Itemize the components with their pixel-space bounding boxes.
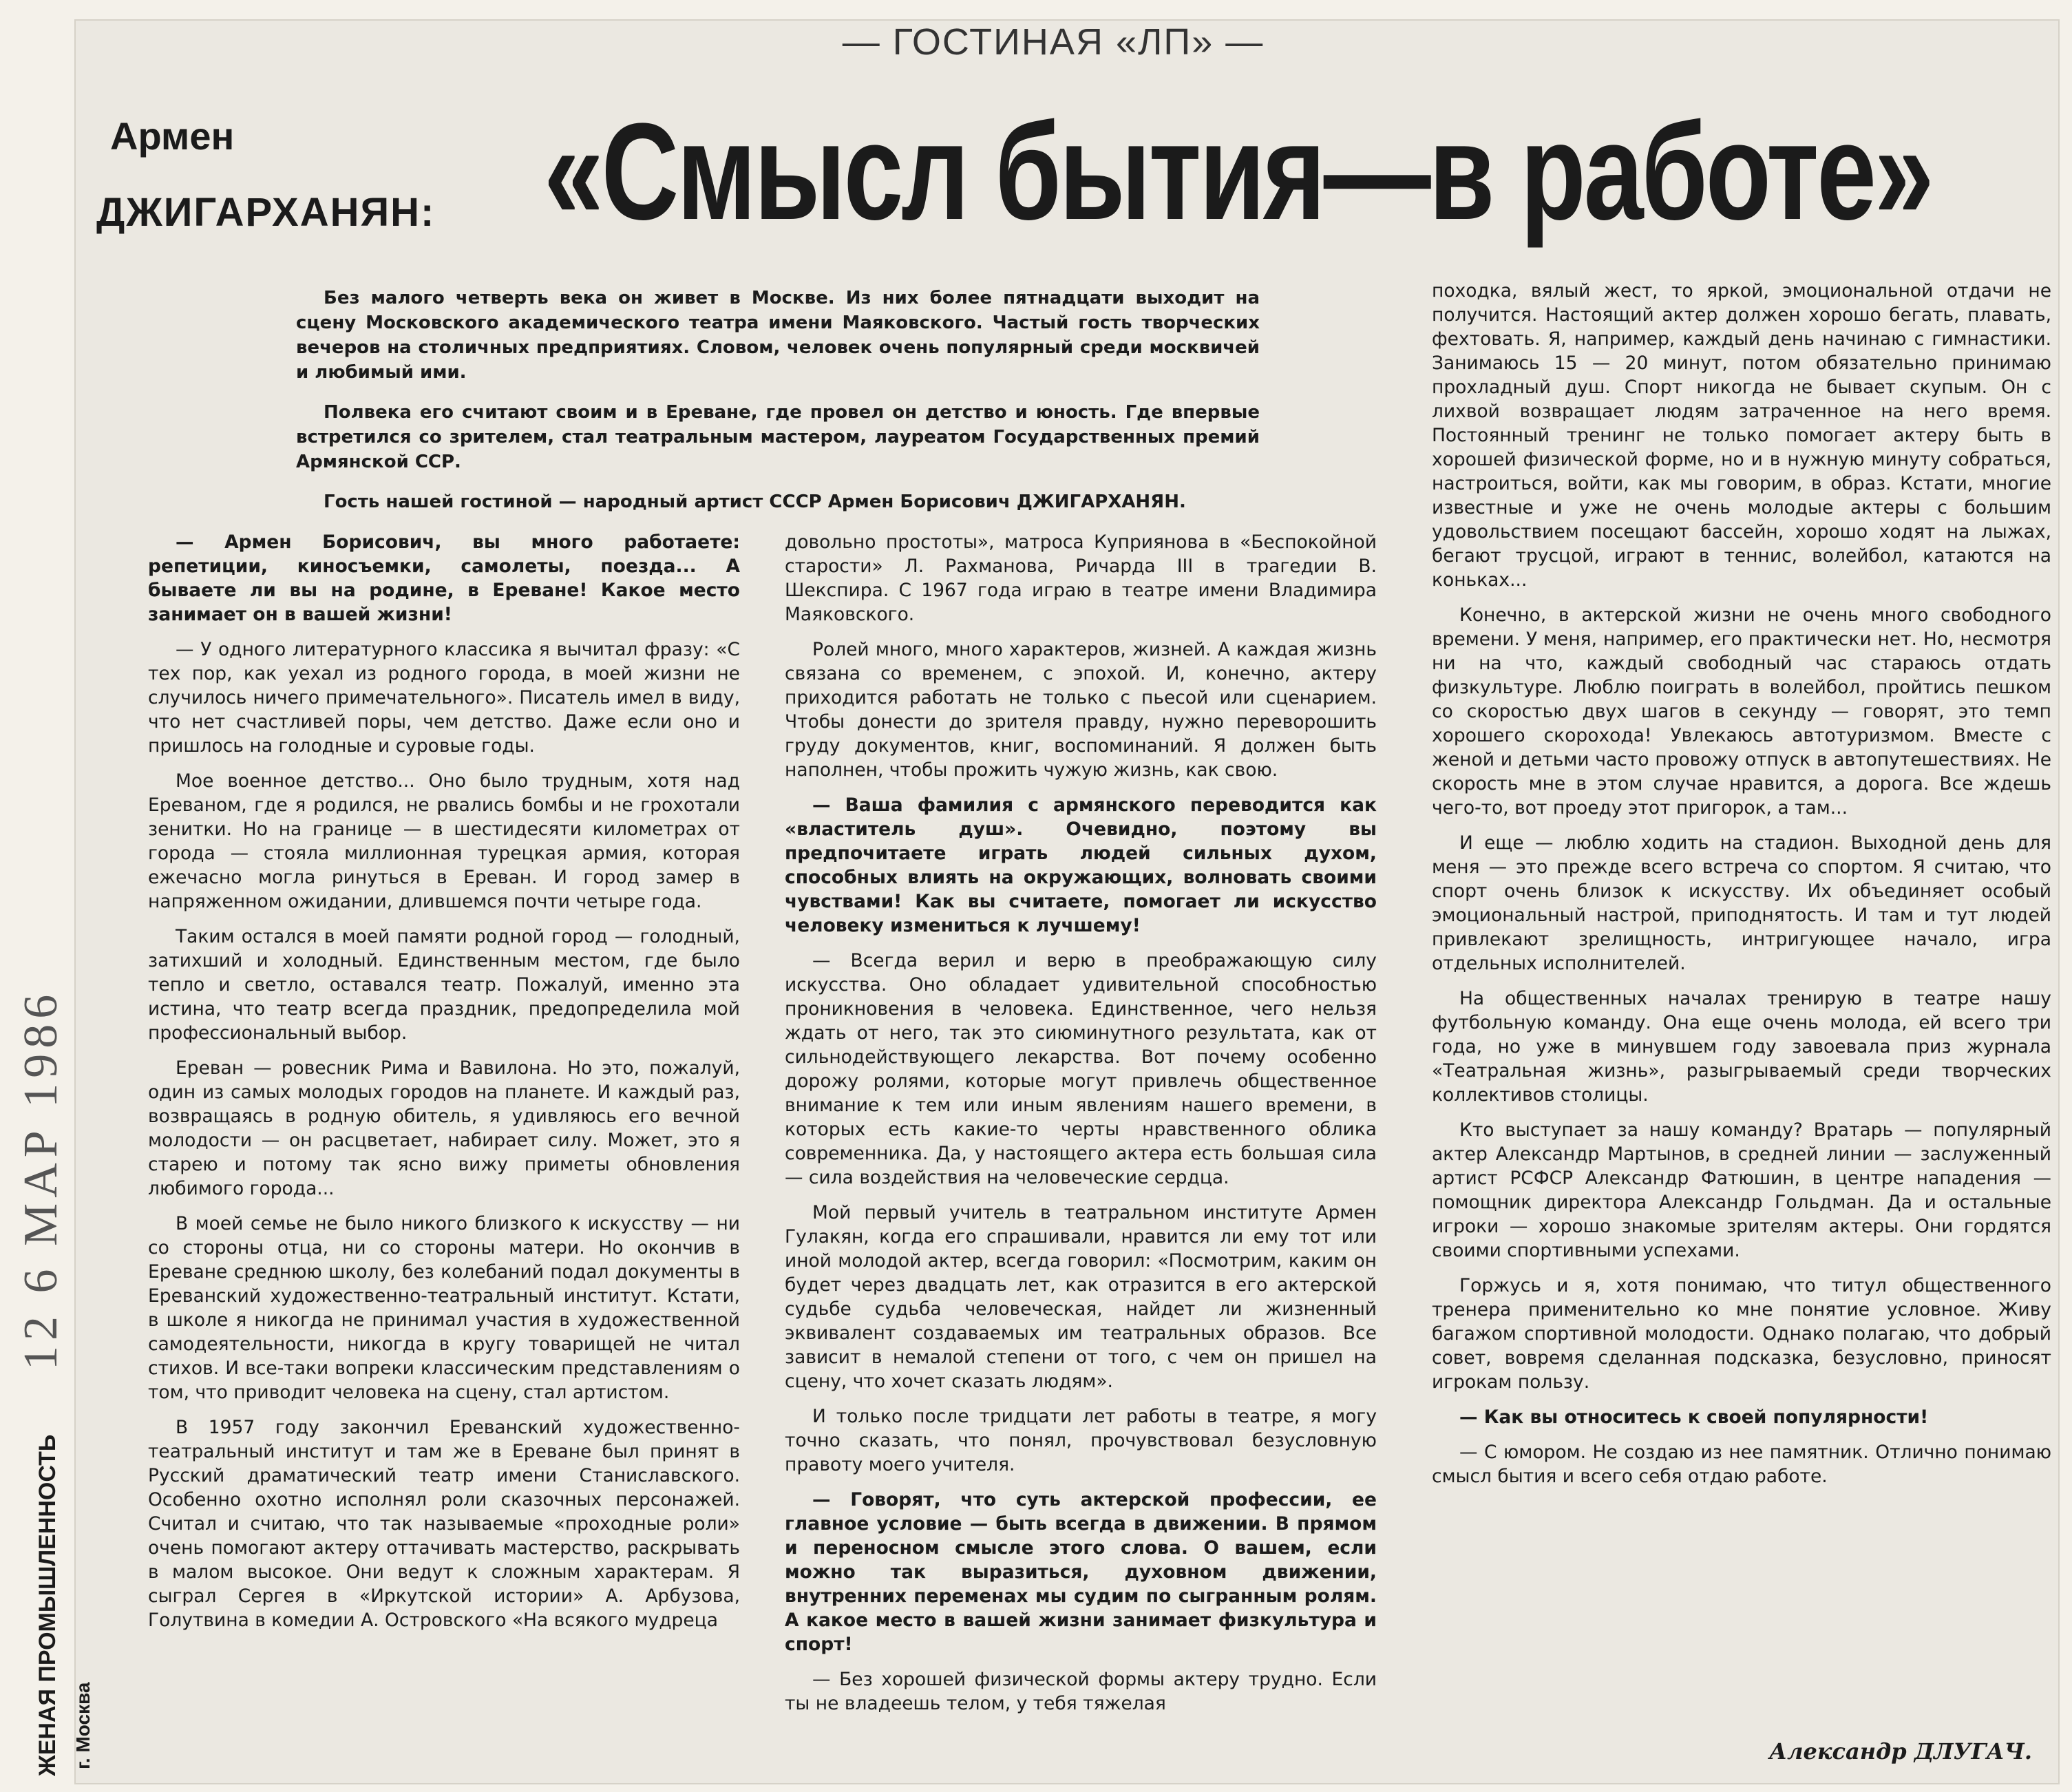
newspaper-city: г. Москва [72,1682,94,1769]
paragraph: В 1957 году закончил Ереванский художественно-театральный институт и там же в Ереване был принят в Русский драматический театр имени Станиславского. Особенно охотно исполнял роли сказочных персонажей. Считал и считаю, что так называемые «проходные роли» очень помогают актеру оттачивать мастерство, раскрывать в малом высокое. Они ведут к сложным характерам. Я сыграл Сергея в «Иркутской истории» А. Арбузова, Голутвина в комедии А. Островского «На всякого мудреца [148,1417,740,1631]
interviewee-last-name: ДЖИГАРХАНЯН: [96,190,436,235]
paragraph: И только после тридцати лет работы в театре, я могу точно сказать, что понял, прочувствовал безусловную правоту моего учителя. [785,1406,1377,1475]
paragraph: Мой первый учитель в театральном институте Армен Гулакян, когда его спрашивали, нравится ли ему тот или иной молодой актер, всегда говорил: «Посмотрим, каким он будет через двадцать лет, как отразится в его актерской судьбе судьба человеческая, найдет ли жизненный эквивалент создаваемых им театральных образов. Все зависит в немалой степени от того, с чем он пришел на сцену, что хочет сказать людям». [785,1202,1377,1392]
paragraph: Ереван — ровесник Рима и Вавилона. Но это, пожалуй, один из самых молодых городов на планете. И каждый раз, возвращаясь в родную обитель, я удивляюсь его вечной молодости — он расцветает, набирает силу. Может, это я старею и потому так ясно вижу приметы обновления любимого города... [148,1057,740,1199]
paragraph: — Без хорошей физической формы актеру трудно. Если ты не владеешь телом, у тебя тяжелая [785,1669,1377,1714]
interviewee-first-name: Армен [110,114,235,158]
lead-para: Полвека его считают своим и в Ереване, где провел он детство и юность. Где впервые встретился со зрителем, стал театральным мастером, лауреатом Государственных премий Армянской ССР. [296,402,1260,472]
paragraph: Таким остался в моей памяти родной город — голодный, затихший и холодный. Единственным местом, где было тепло и светло, оставался театр. Пожалуй, именно эта истина, что театр всегда праздник, предопределила мой профессиональный выбор. [148,926,740,1044]
paragraph: И еще — люблю ходить на стадион. Выходной день для меня — это прежде всего встреча со спортом. Я считаю, что спорт очень близок к искусству. Их объединяет особый эмоциональный настрой, приподнятость. И там и тут людей привлекают зрелищность, интригующее начало, игра отдельных исполнителей. [1432,832,2051,974]
paragraph: Мое военное детство... Оно было трудным, хотя над Ереваном, где я родился, не рвались бомбы и не грохотали зенитки. Но на границе — в шестидесяти километрах от города — стояла миллионная турецкая армия, которая ежечасно могла ринуться в Ереван. И город замер в напряженном ожидании, длившемся почти четыре года. [148,770,740,912]
article-column-3 [1432,279,2051,1780]
paragraph: — Всегда верил и верю в преображающую силу искусства. Оно обладает удивительной способностью проникновения в человека. Единственное, чего нельзя ждать от него, так это сиюминутного результата, как от сильнодействующего лекарства. Вот почему особенно дорожу ролями, которые могут привлечь общественное внимание к тем или иным явлениям нашего времени, в которых есть какие-то черты нравственного облика современника. Да, у настоящего актера есть большая сила — сила воздействия на человеческие сердца. [785,950,1377,1188]
paragraph: — У одного литературного классика я вычитал фразу: «С тех пор, как уехал из родного города, в моей жизни не случилось ничего примечательного». Писатель имел в виду, что нет счастливей поры, чем детство. Даже если оно и пришлось на голодные и суровые годы. [148,639,740,757]
paragraph: В моей семье не было никого близкого к искусству — ни со стороны отца, ни со стороны матери. Но окончив в Ереване среднюю школу, без колебаний подал документы в Ереванский художественно-театральный институт. Кстати, в школе я никогда не принимал участия в художественной самодеятельности, никогда в кругу товарищей не читал стихов. И все-таки вопреки классическим представлениям о том, что приводит человека на сцену, стал артистом. [148,1213,740,1403]
lead-paragraph [296,286,1260,529]
question: — Армен Борисович, вы много работаете: репетиции, киносъемки, самолеты, поезда... А бываете ли вы на родине, в Ереване! Какое место занимает он в вашей жизни! [148,531,740,625]
paragraph: Кто выступает за нашу команду? Вратарь — популярный актер Александр Мартынов, в средней линии — заслуженный артист РСФСР Александр Фатюшин, в центре нападения — помощник директора Александр Гольдман. Да и остальные игроки — хорошо знакомые зрителям актеры. Они гордятся своими спортивными успехами. [1432,1119,2051,1261]
rubric: — ГОСТИНАЯ «ЛП» — [842,21,1265,63]
paragraph: На общественных началах тренирую в театре нашу футбольную команду. Она еще очень молода, ей всего три года, но уже в минувшем году завоевала приз журнала «Театральная жизнь», разыгрываемый среди творческих коллективов столицы. [1432,988,2051,1106]
lead-para: Без малого четверть века он живет в Москве. Из них более пятнадцати выходит на сцену Московского академического театра имени Маяковского. Частый гость творческих вечеров на столичных предприятиях. Словом, человек очень популярный среди москвичей и любимый ими. [296,288,1260,383]
article-column-2 [785,530,1377,1769]
article-column-1 [148,530,740,1762]
lead-para: Гость нашей гостиной — народный артист СССР Армен Борисович ДЖИГАРХАНЯН. [324,492,1186,512]
question: — Говорят, что суть актерской профессии, ее главное условие — быть всегда в движении. В прямом и переносном смысле этого слова. О вашем, если можно так выразиться, духовном движении, внутренних переменах мы судим по сыгранным ролям. А какое место в вашей жизни занимает физкультура и спорт! [785,1489,1377,1655]
paragraph: — С юмором. Не создаю из нее памятник. Отлично понимаю смысл бытия и всего себя отдаю работе. [1432,1442,2051,1487]
question: — Как вы относитесь к своей популярности! [1459,1406,1929,1428]
paragraph: Горжусь и я, хотя понимаю, что титул общественного тренера применительно ко мне понятие условное. Живу багажом спортивной молодости. Однако полагаю, что добрый совет, вовремя сделанная подсказка, безусловно, приносят игрокам пользу. [1432,1275,2051,1393]
headline: «Смысл бытия—в работе» [544,95,1932,249]
author-byline: Александр ДЛУГАЧ. [1769,1738,2033,1764]
question: — Ваша фамилия с армянского переводится как «властитель душ». Очевидно, поэтому вы предпочитаете играть людей сильных духом, способных влиять на окружающих, волновать своими чувствами! Как вы считаете, помогает ли искусство человеку измениться к лучшему! [785,794,1377,936]
date-stamp: 12 6 МАР 1986 [14,989,67,1370]
paragraph: походка, вялый жест, то яркой, эмоциональной отдачи не получится. Настоящий актер должен хорошо бегать, плавать, фехтовать. Я, например, каждый день начинаю с гимнастики. Занимаюсь 15 — 20 минут, потом обязательно принимаю прохладный душ. Спорт никогда не бывает скупым. Он с лихвой возвращает людям затраченное на него время. Постоянный тренинг не только помогает актеру быть в хорошей физической форме, но и в нужную минуту собраться, настроиться, войти, как мы говорим, в образ. Кстати, многие известные и уже не очень молодые актеры с большим удовольствием посещают бассейн, хорошо ходят на лыжах, бегают трусцой, играют в теннис, волейбол, катаются на коньках... [1432,280,2051,591]
paragraph: Ролей много, много характеров, жизней. А каждая жизнь связана со временем, с эпохой. И, конечно, актеру приходится работать не только с пьесой или сценарием. Чтобы донести до зрителя правду, нужно переворошить груду документов, книг, воспоминаний. Я должен быть наполнен, чтобы прожить чужую жизнь, как свою. [785,639,1377,781]
paragraph: довольно простоты», матроса Куприянова в «Беспокойной старости» Л. Рахманова, Ричарда III в трагедии В. Шекспира. С 1967 года играю в театре имени Владимира Маяковского. [785,531,1377,625]
newspaper-name: ЖЕНАЯ ПРОМЫШЛЕННОСТЬ [34,1434,61,1776]
paragraph: Конечно, в актерской жизни не очень много свободного времени. У меня, например, его практически нет. Но, несмотря ни на что, каждый свободный час стараюсь отдать физкультуре. Люблю поиграть в волейбол, пройтись пешком со скоростью двух шагов в секунду — говорят, это темп хорошего скорохода! Увлекаюсь автотуризмом. Вместе с женой и детьми часто провожу отпуск в автопутешествиях. Не скорость мне в этом случае нравится, а дорога. Все ждешь чего-то, вот проеду этот пригорок, а там... [1432,604,2051,819]
